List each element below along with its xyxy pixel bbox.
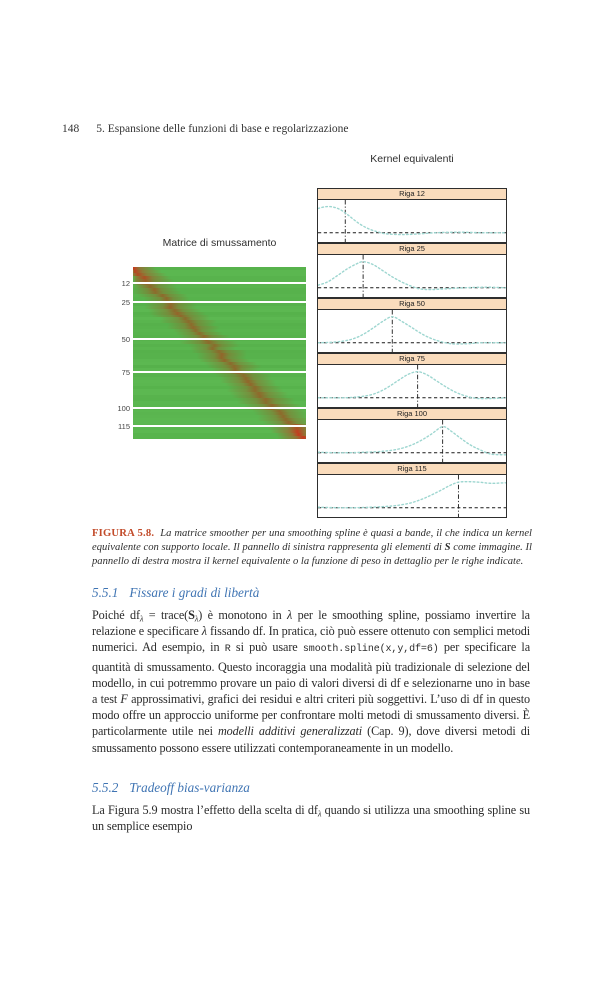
matrix-panel-title: Matrice di smussamento: [162, 237, 277, 249]
heatmap-row-label: 115: [118, 422, 130, 432]
heatmap-row-label: 25: [121, 297, 130, 307]
text-segment: per specificare la quantità di smussamento. Questo incoraggia una modalità più tradizionale di selezione del modello, in cui potremmo provare un paio di valori diversi di df e selezionarne uno in base a test: [92, 640, 531, 707]
section-title: Tradeoff bias-varianza: [129, 780, 250, 795]
section-title: Fissare i gradi di libertà: [129, 585, 260, 600]
text-segment: S: [444, 541, 451, 553]
text-segment: R: [224, 644, 231, 656]
kernel-plot-canvas: [318, 420, 506, 462]
kernel-plot-riga-25: [317, 243, 507, 298]
section-number: 5.5.2: [92, 780, 119, 795]
heatmap-row-line: [133, 407, 306, 409]
section-number: 5.5.1: [92, 585, 119, 600]
text-segment: (Cap. 9), dove diversi metodi di smussamento possono essere utilizzati contemporaneamente in un modello.: [92, 724, 531, 755]
heatmap-row-line: [133, 282, 306, 284]
kernel-curve: [318, 262, 506, 290]
kernel-plot-canvas: [318, 365, 506, 407]
text-segment: FIGURA 5.8.: [92, 528, 155, 539]
chapter-title: 5. Espansione delle funzioni di base e regolarizzazione: [96, 123, 349, 135]
kernel-plot-canvas: [318, 255, 506, 297]
text-segment: modelli additivi generalizzati: [217, 724, 363, 739]
text-segment: quando si utilizza una smoothing spline su un semplice esempio: [92, 803, 530, 834]
text-segment: si può usare: [230, 640, 303, 655]
kernel-curve: [318, 427, 506, 455]
kernel-plot-riga-100: [317, 408, 507, 463]
text-segment: F: [120, 692, 128, 707]
heatmap-row-label: 50: [121, 334, 130, 344]
kernel-plot-title: Riga 12: [318, 189, 506, 200]
text-segment: S: [188, 608, 195, 622]
text-segment: fissando df. In pratica, ciò può essere ottenuto con semplici metodi numerici. Ad esempio, in: [92, 624, 530, 655]
section-heading-5-5-1: [92, 585, 532, 601]
paragraph-5-5-2: [92, 802, 530, 834]
kernel-plot-riga-50: [317, 298, 507, 353]
smoother-matrix-heatmap: [133, 267, 306, 440]
heatmap-row: [133, 436, 306, 439]
kernel-curve: [318, 317, 506, 344]
kernel-plot-title: Riga 25: [318, 244, 506, 255]
kernel-plot-title: Riga 115: [318, 464, 506, 475]
text-segment: Poiché df: [92, 608, 140, 622]
heatmap-row-label: 100: [117, 403, 130, 413]
text-segment: λ: [194, 614, 199, 624]
kernel-plot-area: [318, 475, 506, 517]
kernel-plot-canvas: [318, 310, 506, 352]
kernel-plot-area: [318, 200, 506, 242]
text-segment: λ: [317, 809, 322, 819]
running-head: [62, 123, 349, 135]
kernel-plot-area: [318, 420, 506, 462]
text-segment: come immagine. Il pannello di destra mostra il kernel equivalente o la funzione di peso in dettaglio per le righe indicate.: [92, 541, 532, 567]
text-segment: ) è monotono in: [198, 608, 288, 622]
kernel-plot-canvas: [318, 475, 506, 517]
text-segment: = trace(: [143, 608, 189, 622]
heatmap-row-line: [133, 338, 306, 340]
kernel-plot-title: Riga 50: [318, 299, 506, 310]
text-segment: approssimativi, grafici dei residui e altri criteri più soggettivi. L’uso di df in questo modo offre un approccio uniforme per confrontare molti metodi di smussamento diversi. È particolarmente utile nei: [92, 692, 530, 739]
heatmap-row-line: [133, 425, 306, 427]
text-segment: λ: [287, 608, 293, 622]
kernel-curve: [318, 482, 506, 508]
section-heading-5-5-2: [92, 780, 532, 796]
heatmap-row-line: [133, 301, 306, 303]
kernel-plot-title: Riga 100: [318, 409, 506, 420]
kernel-plot-area: [318, 255, 506, 297]
text-segment: La Figura 5.9 mostra l’effetto della scelta di df: [92, 803, 318, 817]
text-segment: λ: [139, 614, 144, 624]
text-segment: smooth.spline(x,y,df=6): [302, 644, 439, 656]
kernel-plot-riga-115: [317, 463, 507, 518]
text-segment: λ: [201, 624, 207, 639]
kernel-plot-title: Riga 75: [318, 354, 506, 365]
text-segment: per le smoothing spline, possiamo invertire la relazione e specificare: [92, 608, 530, 639]
kernel-curve: [318, 372, 506, 399]
paragraph-5-5-1: [92, 607, 530, 756]
page-number: 148: [62, 123, 80, 135]
kernel-plot-area: [318, 365, 506, 407]
equivalent-kernel-panel: [317, 188, 507, 518]
heatmap-row-line: [133, 371, 306, 373]
kernel-plot-area: [318, 310, 506, 352]
kernel-panel-title: Kernel equivalenti: [370, 153, 454, 165]
figure-caption: [92, 527, 532, 568]
kernel-plot-canvas: [318, 200, 506, 242]
kernel-curve: [318, 207, 506, 235]
heatmap-row-label: 12: [121, 278, 130, 288]
text-segment: La matrice smoother per una smoothing spline è quasi a bande, il che indica un kernel equivalente con supporto locale. Il pannello di sinistra rappresenta gli elementi di: [92, 528, 532, 553]
kernel-plot-riga-12: [317, 188, 507, 243]
kernel-plot-riga-75: [317, 353, 507, 408]
heatmap-row-label: 75: [121, 368, 130, 377]
